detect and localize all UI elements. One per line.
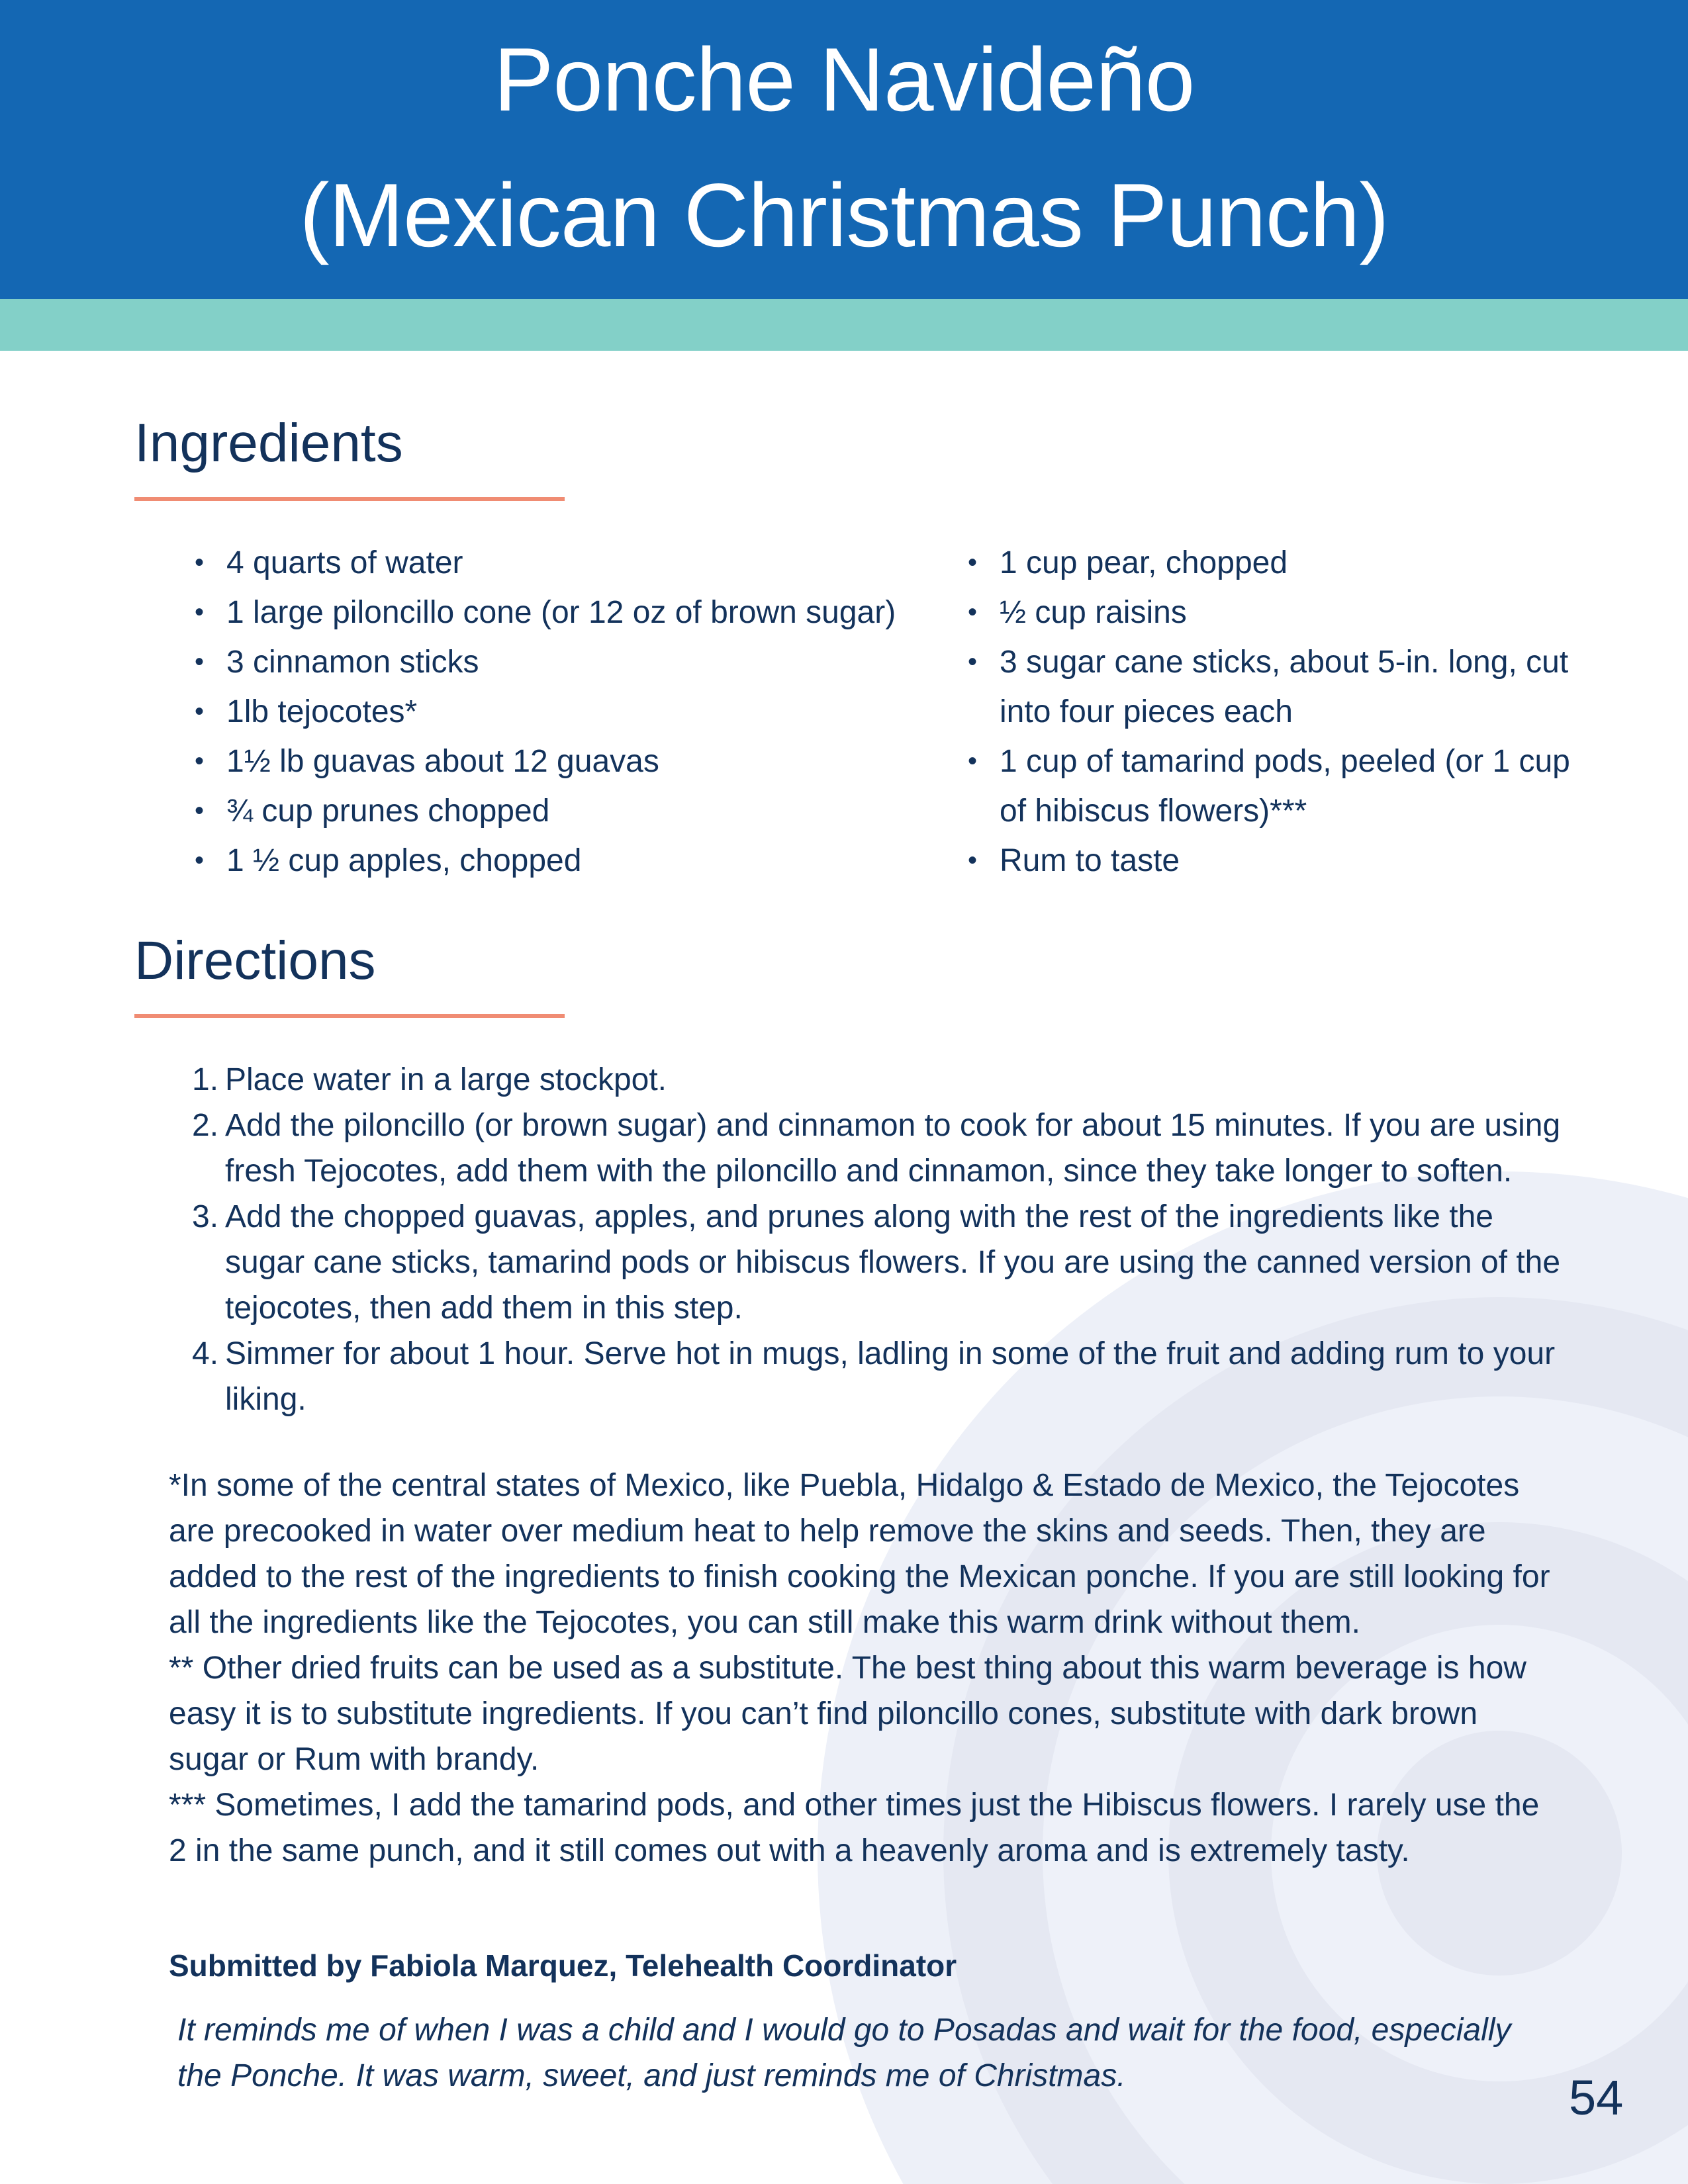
step-number: 1. — [192, 1062, 219, 1097]
step-text: Place water in a large stockpot. — [225, 1062, 667, 1097]
directions-heading-rule — [134, 1014, 565, 1018]
ingredient-item: • 4 quarts of water — [226, 538, 921, 588]
ingredients-list-left — [226, 538, 921, 886]
ingredient-item: • Rum to taste — [1000, 836, 1582, 886]
directions-list — [192, 1057, 1569, 1422]
note-paragraph: ** Other dried fruits can be used as a substitute. The best thing about this warm beverage is how easy it is to substitute ingredients. If you can’t find piloncillo cones, substitute with dark brown sugar or Rum with brandy. — [169, 1651, 1526, 1777]
direction-step — [192, 1103, 1569, 1194]
step-number: 2. — [192, 1108, 219, 1143]
ingredients-list-right — [1000, 538, 1582, 886]
title-banner — [0, 0, 1688, 299]
title-accent-band — [0, 299, 1688, 351]
ingredient-item: • 1 cup of tamarind pods, peeled (or 1 cup of hibiscus flowers)*** — [1000, 737, 1582, 836]
ingredient-item: • 1 cup pear, chopped — [1000, 538, 1582, 588]
directions-heading: Directions — [134, 931, 376, 991]
direction-step — [192, 1194, 1569, 1331]
step-number: 3. — [192, 1199, 219, 1234]
submitted-by: Submitted by Fabiola Marquez, Telehealth Coordinator — [169, 1948, 957, 1983]
direction-step — [192, 1331, 1569, 1422]
ingredient-item: • 1 ½ cup apples, chopped — [226, 836, 921, 886]
step-number: 4. — [192, 1336, 219, 1371]
step-text: Simmer for about 1 hour. Serve hot in mugs, ladling in some of the fruit and adding rum to your liking. — [225, 1336, 1556, 1417]
ingredient-item: • 3 sugar cane sticks, about 5-in. long, cut into four pieces each — [1000, 637, 1582, 737]
ingredient-item: • 1½ lb guavas about 12 guavas — [226, 737, 921, 786]
ingredient-item: • 3 cinnamon sticks — [226, 637, 921, 687]
ingredient-item: • ¾ cup prunes chopped — [226, 786, 921, 836]
ingredient-item: • 1 large piloncillo cone (or 12 oz of brown sugar) — [226, 588, 921, 637]
recipe-subtitle: (Mexican Christmas Punch) — [299, 165, 1389, 265]
recipe-notes — [169, 1463, 1566, 1874]
recipe-title: Ponche Navideño — [493, 29, 1195, 130]
ingredients-heading-rule — [134, 497, 565, 501]
note-paragraph: *In some of the central states of Mexico, like Puebla, Hidalgo & Estado de Mexico, the Tejocotes are precooked in water over medium heat to help remove the skins and seeds. Then, they are added to the rest of the ingredients to finish cooking the Mexican ponche. If you are still looking for all the ingredients like the Tejocotes, you can still make this warm drink without them. — [169, 1468, 1550, 1640]
note-paragraph: *** Sometimes, I add the tamarind pods, and other times just the Hibiscus flowers. I rarely use the 2 in the same punch, and it still comes out with a heavenly aroma and is extremely tasty. — [169, 1788, 1540, 1868]
ingredients-heading: Ingredients — [134, 413, 403, 473]
submitter-quote: It reminds me of when I was a child and I would go to Posadas and wait for the food, especially the Ponche. It was warm, sweet, and just reminds me of Christmas. — [177, 2013, 1511, 2093]
ingredient-item: • 1lb tejocotes* — [226, 687, 921, 737]
direction-step — [192, 1057, 1569, 1103]
ingredient-item: • ½ cup raisins — [1000, 588, 1582, 637]
step-text: Add the piloncillo (or brown sugar) and cinnamon to cook for about 15 minutes. If you are using fresh Tejocotes, add them with the piloncillo and cinnamon, since they take longer to soften. — [225, 1108, 1561, 1189]
step-text: Add the chopped guavas, apples, and prunes along with the rest of the ingredients like the sugar cane sticks, tamarind pods or hibiscus flowers. If you are using the canned version of the tejocotes, then add them in this step. — [225, 1199, 1561, 1326]
page-number: 54 — [1569, 2070, 1624, 2125]
